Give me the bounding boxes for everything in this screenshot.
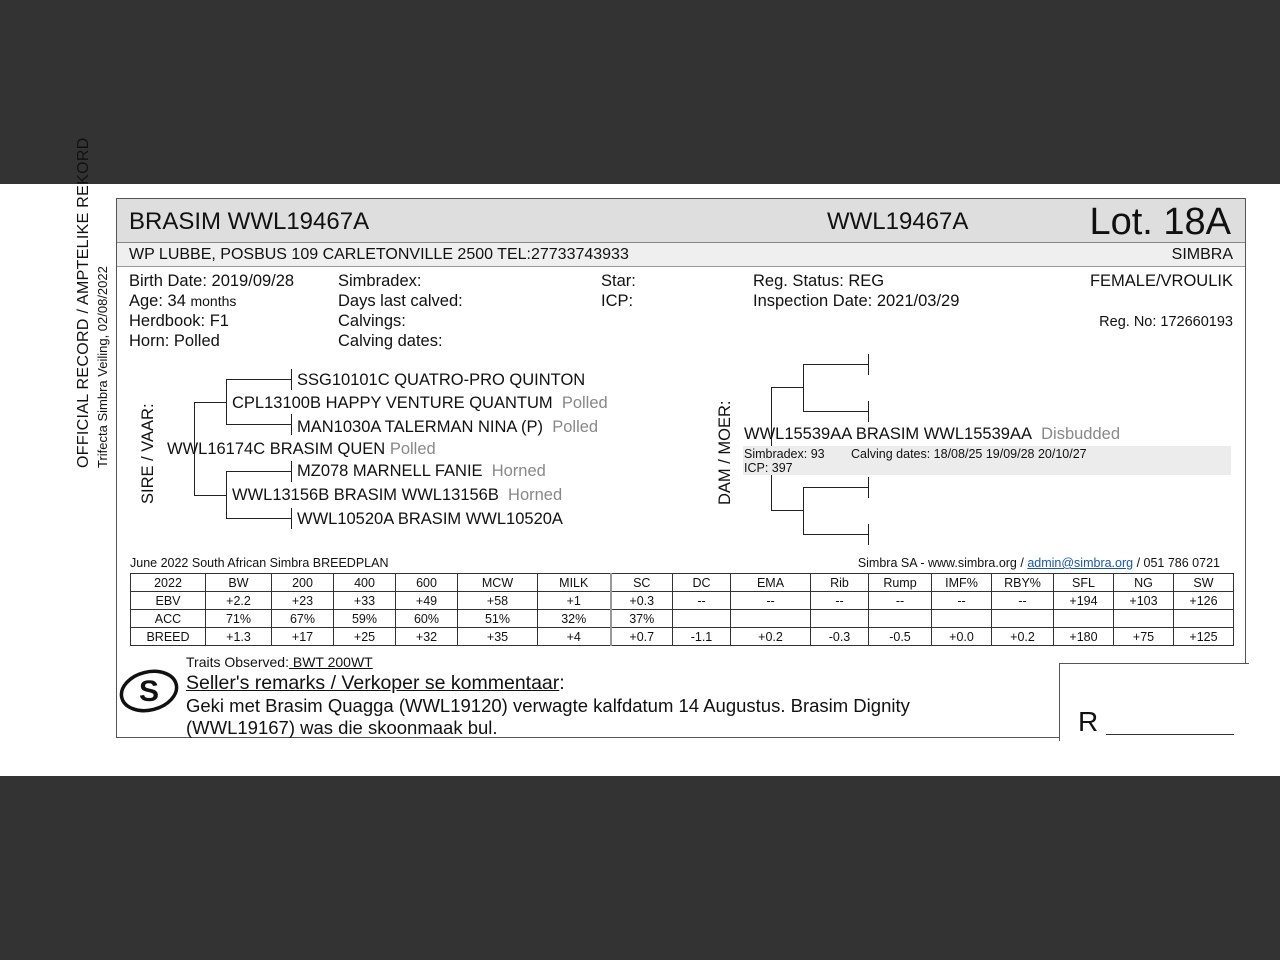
ebv-cell: -0.3 — [811, 628, 869, 646]
ebv-cell: +25 — [334, 628, 396, 646]
pedigree-line — [803, 487, 869, 488]
auction-name: Trifecta Simbra Veiling, 02/08/2022 — [95, 266, 110, 468]
ebv-cell — [1114, 610, 1174, 628]
info-col-5 — [1090, 271, 1233, 291]
simbradex: Simbradex: — [338, 272, 422, 290]
remarks-heading — [186, 672, 986, 695]
age-value: Age: 34 — [129, 292, 186, 310]
sire-dam-sire — [297, 462, 546, 481]
age-unit: months — [190, 293, 237, 309]
ebv-cell: 59% — [334, 610, 396, 628]
ancestor-name: WWL10520A BRASIM WWL10520A — [297, 510, 563, 528]
pedigree-line — [803, 411, 869, 412]
ancestor-name: MZ078 MARNELL FANIE — [297, 462, 483, 480]
horn-note: Horned — [491, 462, 546, 480]
ebv-cell: +0.2 — [992, 628, 1054, 646]
ebv-cell: +49 — [396, 592, 458, 610]
pedigree-line — [803, 534, 869, 535]
ebv-cell: +17 — [272, 628, 334, 646]
pedigree-line — [226, 518, 292, 519]
animal-code: WWL19467A — [827, 208, 969, 235]
dam-calving-dates: Calving dates: 18/08/25 19/09/28 20/10/27 — [851, 447, 1087, 461]
official-record-title: OFFICIAL RECORD / AMPTELIKE REKORD — [75, 137, 92, 468]
ancestor-name: WWL16174C BRASIM QUEN — [167, 440, 386, 458]
ebv-cell: +58 — [458, 592, 538, 610]
ebv-header-cell: EMA — [731, 574, 811, 592]
traits-label: Traits Observed: — [186, 654, 289, 670]
reg-number: Reg. No: 172660193 — [1099, 314, 1233, 330]
ebv-cell: +180 — [1054, 628, 1114, 646]
pedigree-line — [868, 524, 869, 545]
pedigree-line — [771, 510, 803, 511]
traits-value: BWT 200WT — [288, 654, 373, 670]
ebv-header-cell: MILK — [538, 574, 611, 592]
ebv-cell: -- — [869, 592, 932, 610]
ebv-cell: +1.3 — [206, 628, 272, 646]
horn-note: Disbudded — [1041, 425, 1121, 443]
price-box — [1059, 663, 1249, 741]
sex: FEMALE/VROULIK — [1089, 272, 1233, 290]
info-col-2 — [338, 271, 463, 351]
ebv-cell — [1054, 610, 1114, 628]
sire-sire — [232, 394, 608, 413]
pedigree-line — [226, 402, 227, 425]
ebv-cell: +0.2 — [731, 628, 811, 646]
ebv-cell: 32% — [538, 610, 611, 628]
pedigree-line — [868, 354, 869, 375]
ebv-cell: -- — [731, 592, 811, 610]
ancestor-name: CPL13100B HAPPY VENTURE QUANTUM — [232, 394, 553, 412]
ebv-cell: +2.2 — [206, 592, 272, 610]
pedigree-line — [803, 364, 869, 365]
simbra-logo-icon — [117, 666, 183, 716]
ebv-cell: -1.1 — [673, 628, 731, 646]
ebv-header-cell: NG — [1114, 574, 1174, 592]
ebv-header-cell: DC — [673, 574, 731, 592]
ancestor-name: SSG10101C QUATRO-PRO QUINTON — [297, 371, 586, 389]
icp: ICP: — [601, 292, 634, 310]
owner-details: WP LUBBE, POSBUS 109 CARLETONVILLE 2500 TEL:27733743933 — [129, 246, 629, 263]
contact-prefix: Simbra SA - www.simbra.org / — [857, 556, 1024, 570]
ebv-header-cell: IMF% — [932, 574, 992, 592]
remarks-title: Seller's remarks / Verkoper se kommentaar — [186, 672, 560, 694]
contact-suffix: / 051 786 0721 — [1136, 556, 1220, 570]
dam — [744, 425, 1120, 444]
ebv-cell: 71% — [206, 610, 272, 628]
horn-note: Polled — [561, 394, 608, 412]
dam-label: DAM / MOER: — [716, 400, 734, 505]
ebv-cell — [992, 610, 1054, 628]
ebv-cell: +35 — [458, 628, 538, 646]
pedigree-line — [226, 471, 292, 472]
ebv-cell: -- — [992, 592, 1054, 610]
lot-card — [116, 198, 1246, 738]
ebv-header-cell: 200 — [272, 574, 334, 592]
ebv-header-cell: SW — [1174, 574, 1234, 592]
ebv-header-cell: Rump — [869, 574, 932, 592]
ebv-header-row — [131, 574, 1234, 592]
ebv-cell: +1 — [538, 592, 611, 610]
ebv-table — [130, 573, 1234, 646]
pedigree-line — [291, 414, 292, 435]
ebv-cell: 67% — [272, 610, 334, 628]
email-link[interactable]: admin@simbra.org — [1027, 556, 1134, 570]
calvings: Calvings: — [338, 312, 406, 330]
pedigree-line — [803, 364, 804, 412]
horn-note: Horned — [508, 486, 563, 504]
ebv-cell: +75 — [1114, 628, 1174, 646]
ebv-cell: -0.5 — [869, 628, 932, 646]
age — [129, 291, 294, 311]
ebv-header-cell: BW — [206, 574, 272, 592]
pedigree-line — [868, 477, 869, 498]
horn-status: Horn: Polled — [129, 332, 220, 350]
ancestor-name: MAN1030A TALERMAN NINA (P) — [297, 418, 544, 436]
pedigree-line — [803, 487, 804, 535]
ebv-header-cell: 400 — [334, 574, 396, 592]
ebv-cell: -- — [811, 592, 869, 610]
lot-number: Lot. 18A — [1089, 201, 1231, 243]
pedigree-line — [226, 471, 227, 519]
ebv-cell: +0.0 — [932, 628, 992, 646]
ebv-cell: ACC — [131, 610, 206, 628]
breed-label: SIMBRA — [1171, 246, 1233, 263]
breedplan-contact — [858, 556, 1220, 570]
animal-name: BRASIM WWL19467A — [129, 208, 370, 235]
ebv-row — [131, 628, 1234, 646]
ebv-row — [131, 610, 1234, 628]
pedigree-line — [868, 401, 869, 422]
ebv-header-cell: Rib — [811, 574, 869, 592]
ebv-cell: +125 — [1174, 628, 1234, 646]
dam-icp: ICP: 397 — [744, 461, 793, 475]
official-record-label — [75, 137, 110, 468]
herdbook: Herdbook: F1 — [129, 312, 229, 330]
ebv-header-cell: 2022 — [131, 574, 206, 592]
ancestor-name: WWL15539AA BRASIM WWL15539AA — [744, 425, 1032, 443]
ebv-cell: +23 — [272, 592, 334, 610]
calving-dates: Calving dates: — [338, 332, 443, 350]
star-rating: Star: — [601, 272, 636, 290]
owner-bar — [117, 243, 1245, 267]
sire-dam — [232, 486, 562, 505]
sire-dam-dam — [297, 510, 563, 529]
inspection-date: Inspection Date: 2021/03/29 — [753, 292, 960, 310]
pedigree-line — [771, 387, 803, 388]
ebv-cell — [869, 610, 932, 628]
ebv-cell: EBV — [131, 592, 206, 610]
pedigree-line — [194, 495, 226, 496]
logo-letter: S — [138, 675, 160, 708]
breedplan-title: June 2022 South African Simbra BREEDPLAN — [130, 556, 389, 570]
ebv-cell — [932, 610, 992, 628]
ebv-cell: +0.7 — [611, 628, 673, 646]
sire-sire-dam — [297, 418, 598, 437]
pedigree-line — [226, 379, 227, 402]
dam-stats — [743, 446, 1231, 475]
ebv-cell — [1174, 610, 1234, 628]
ebv-cell: +4 — [538, 628, 611, 646]
ebv-cell: BREED — [131, 628, 206, 646]
info-col-4 — [753, 271, 959, 311]
ebv-cell: -- — [932, 592, 992, 610]
ebv-header-cell: RBY% — [992, 574, 1054, 592]
ebv-cell — [673, 610, 731, 628]
dam-simbradex: Simbradex: 93 — [744, 447, 825, 461]
ebv-cell: +0.3 — [611, 592, 673, 610]
ebv-header-cell: MCW — [458, 574, 538, 592]
pedigree-line — [291, 369, 292, 390]
info-col-1 — [129, 271, 294, 351]
ebv-cell: +32 — [396, 628, 458, 646]
card-header — [117, 199, 1245, 243]
ebv-cell: -- — [673, 592, 731, 610]
birth-date: Birth Date: 2019/09/28 — [129, 272, 295, 290]
sire-sire-sire — [297, 371, 585, 390]
days-last-calved: Days last calved: — [338, 292, 463, 310]
pedigree-line — [291, 461, 292, 482]
ebv-row — [131, 592, 1234, 610]
ebv-header-cell: 600 — [396, 574, 458, 592]
ebv-cell: 37% — [611, 610, 673, 628]
info-col-3 — [601, 271, 636, 311]
ebv-cell: +103 — [1114, 592, 1174, 610]
pedigree-line — [226, 424, 292, 425]
ebv-header-cell: SFL — [1054, 574, 1114, 592]
pedigree-line — [291, 508, 292, 529]
ebv-cell: +33 — [334, 592, 396, 610]
sire-label: SIRE / VAAR: — [139, 403, 157, 504]
ancestor-name: WWL13156B BRASIM WWL13156B — [232, 486, 499, 504]
ebv-cell — [811, 610, 869, 628]
pedigree-line — [194, 402, 226, 403]
ebv-cell: 60% — [396, 610, 458, 628]
ebv-cell: 51% — [458, 610, 538, 628]
remarks-colon: : — [559, 672, 565, 694]
pedigree-line — [226, 379, 292, 380]
ebv-header-cell: SC — [611, 574, 673, 592]
ebv-cell: +194 — [1054, 592, 1114, 610]
ebv-cell — [731, 610, 811, 628]
horn-note: Polled — [552, 418, 599, 436]
currency-symbol: R — [1078, 706, 1099, 737]
price-entry-line — [1106, 734, 1234, 735]
horn-note: Polled — [389, 440, 436, 458]
traits-observed — [186, 654, 986, 670]
reg-status: Reg. Status: REG — [753, 272, 885, 290]
ebv-cell: +126 — [1174, 592, 1234, 610]
remarks-section — [186, 654, 986, 739]
remarks-body: Geki met Brasim Quagga (WWL19120) verwagte kalfdatum 14 Augustus. Brasim Dignity (WWL19167) was die skoonmaak bul. — [186, 695, 910, 738]
sire — [167, 440, 436, 459]
